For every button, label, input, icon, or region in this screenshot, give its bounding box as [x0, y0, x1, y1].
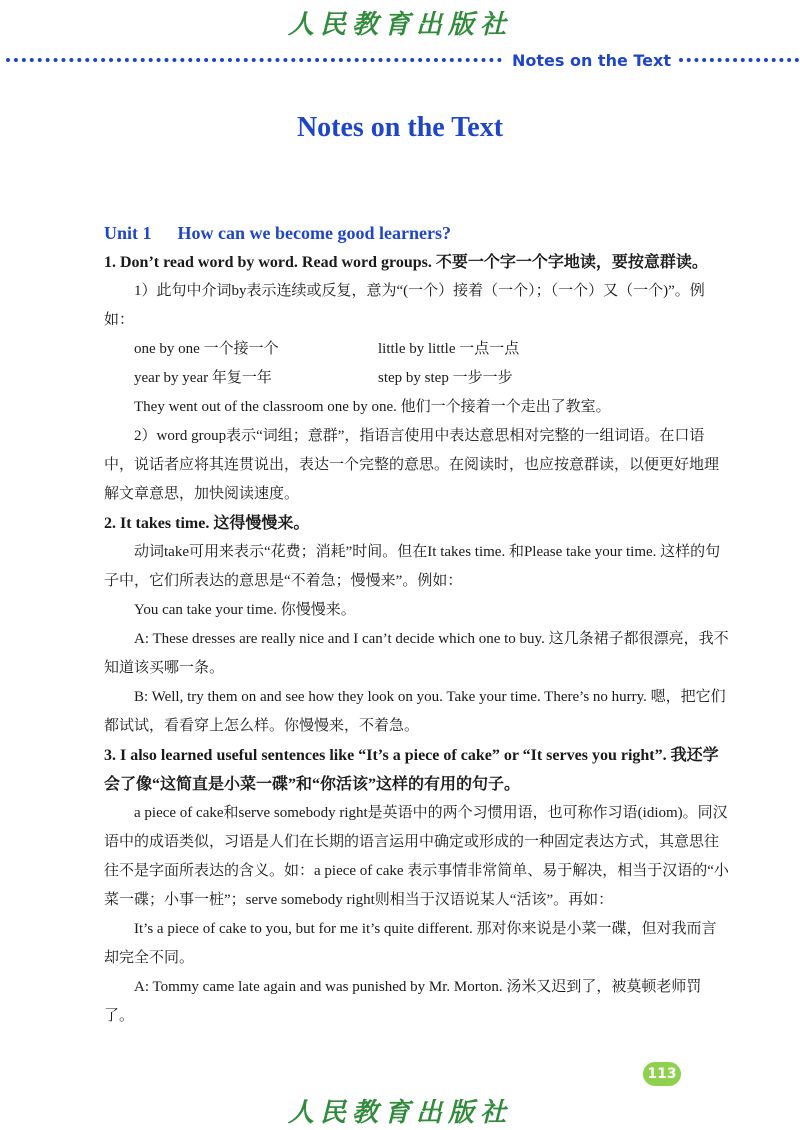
example-item: year by year 年复一年	[134, 370, 272, 386]
page-number-badge: 113	[643, 1062, 681, 1086]
unit-title: How can we become good learners?	[177, 223, 451, 243]
dotted-rule-left	[6, 58, 502, 62]
note-3-example-1: It’s a piece of cake to you, but for me it’s quite different. 那对你来说是小菜一碟，但对我而言却完全不同。	[104, 921, 717, 966]
example-row	[104, 335, 730, 364]
unit-number: Unit 1	[104, 223, 152, 243]
dotted-rule-right	[679, 58, 799, 62]
example-item: step by step 一步一步	[378, 370, 513, 386]
note-2-example-2: A: These dresses are really nice and I can’t decide which one to buy. 这几条裙子都很漂亮，我不知道该买哪一条。	[104, 631, 729, 676]
note-1-example-sentence: They went out of the classroom one by one. 他们一个接着一个走出了教室。	[134, 399, 611, 415]
note-1-paragraph-1: 1）此句中介词by表示连续或反复，意为“(一个）接着（一个）；（一个）又（一个)”。例如：	[104, 283, 705, 328]
running-title: Notes on the Text	[512, 50, 671, 70]
page-title: Notes on the Text	[296, 112, 504, 143]
note-1-heading: 1. Don’t read word by word. Read word groups. 不要一个字一个字地读，要按意群读。	[104, 254, 708, 271]
note-1-paragraph-2: 2）word group表示“词组；意群”，指语言使用中表达意思相对完整的一组词语。在口语中，说话者应将其连贯说出，表达一个完整的意思。在阅读时，也应按意群读，以便更好地理解文章意思，加快阅读速度。	[104, 428, 720, 502]
note-3-heading: 3. I also learned useful sentences like “It’s a piece of cake” or “It serves you right”. 我还学会了像“这简直是小菜一碟”和“你活该”这样的有用的句子。	[104, 747, 719, 793]
example-item: little by little 一点一点	[378, 341, 520, 357]
running-header	[0, 48, 800, 72]
note-3-example-2: A: Tommy came late again and was punished by Mr. Morton. 汤米又迟到了，被莫顿老师罚了。	[104, 979, 702, 1024]
notes-body	[104, 218, 730, 1031]
note-2-example-1: You can take your time. 你慢慢来。	[134, 602, 356, 618]
example-item: one by one 一个接一个	[134, 341, 279, 357]
unit-heading	[104, 218, 730, 248]
publisher-logo-bottom: 人民教育出版社	[287, 1098, 512, 1128]
note-2-example-3: B: Well, try them on and see how they look on you. Take your time. There’s no hurry. 嗯，把它们都试试，看看穿上怎么样。你慢慢来，不着急。	[104, 689, 726, 734]
note-2-paragraph-1: 动词take可用来表示“花费；消耗”时间。但在It takes time. 和Please take your time. 这样的句子中，它们所表达的意思是“不着急；慢慢来”。例如：	[104, 544, 721, 589]
example-row	[104, 364, 730, 393]
note-2-heading: 2. It takes time. 这得慢慢来。	[104, 515, 310, 532]
note-3-paragraph-1: a piece of cake和serve somebody right是英语中的两个习惯用语，也可称作习语(idiom)。同汉语中的成语类似，习语是人们在长期的语言运用中确定或形成的一种固定表达方式，其意思往往不是字面所表达的含义。如：a piece of cake 表示事情非常简单、易于解决，相当于汉语的“小菜一碟；小事一桩”；serve somebody right则相当于汉语说某人“活该”。再如：	[104, 805, 729, 908]
publisher-logo-top: 人民教育出版社	[287, 10, 512, 40]
